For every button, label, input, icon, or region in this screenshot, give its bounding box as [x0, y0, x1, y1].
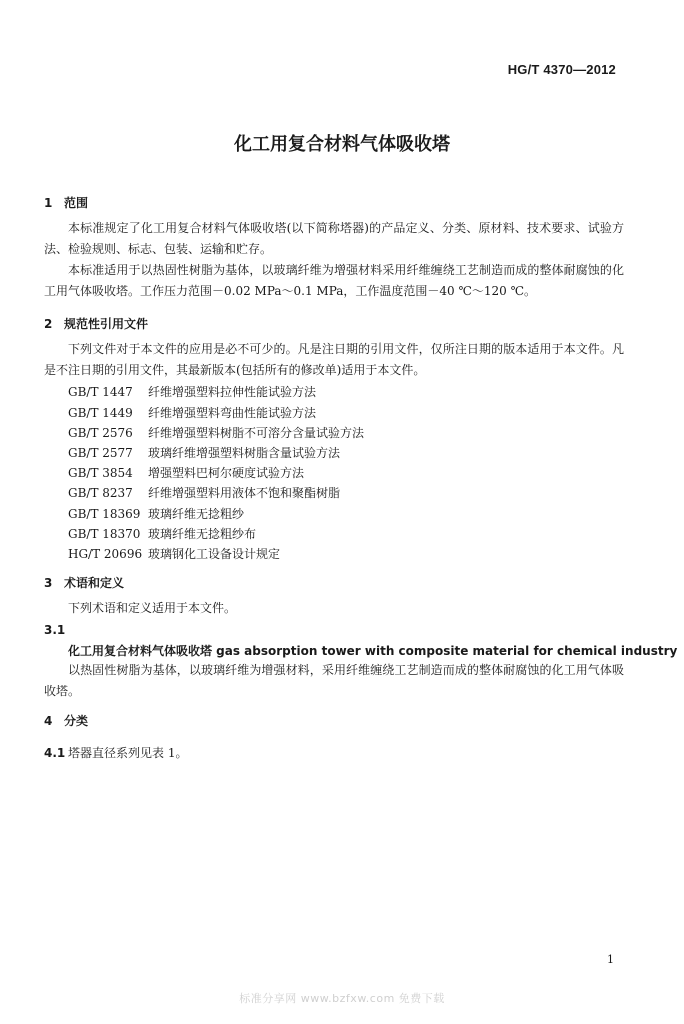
section-2-heading: [44, 315, 148, 332]
reference-title: 玻璃钢化工设备设计规定: [148, 547, 281, 561]
reference-code: GB/T 18370: [68, 527, 141, 541]
term-definition: 以热固性树脂为基体，以玻璃纤维为增强材料，采用纤维缠绕工艺制造而成的整体耐腐蚀的化工用气体吸收塔。: [44, 663, 624, 698]
section-title: 术语和定义: [64, 576, 125, 590]
section-number: 2: [44, 317, 53, 331]
reference-title: 玻璃纤维增强塑料树脂含量试验方法: [148, 446, 341, 460]
section-number: 1: [44, 196, 53, 210]
clause-number: 4.1: [44, 746, 66, 760]
section-number: 3: [44, 576, 53, 590]
reference-item: [68, 505, 244, 522]
page-number: 1: [607, 953, 614, 966]
reference-title: 增强塑料巴柯尔硬度试验方法: [148, 466, 305, 480]
reference-item: [68, 424, 364, 441]
term-name: 化工用复合材料气体吸收塔 gas absorption tower with composite material for chemical industry: [68, 644, 678, 658]
section-3-heading: [44, 574, 124, 591]
reference-title: 纤维增强塑料弯曲性能试验方法: [148, 406, 317, 420]
reference-item: [68, 484, 340, 501]
reference-item: [68, 444, 340, 461]
reference-code: GB/T 8237: [68, 486, 133, 500]
clause-text: 塔器直径系列见表 1。: [68, 746, 188, 760]
reference-code: GB/T 2576: [68, 426, 133, 440]
reference-title: 纤维增强塑料拉伸性能试验方法: [148, 385, 317, 399]
scope-paragraph-1: 本标准规定了化工用复合材料气体吸收塔(以下简称塔器)的产品定义、分类、原材料、技术要求、试验方法、检验规则、标志、包装、运输和贮存。: [44, 221, 624, 256]
section-title: 规范性引用文件: [64, 317, 149, 331]
reference-title: 纤维增强塑料树脂不可溶分含量试验方法: [148, 426, 365, 440]
reference-item: [68, 383, 316, 400]
section-title: 分类: [64, 714, 89, 728]
section-number: 4: [44, 714, 53, 728]
reference-title: 玻璃纤维无捻粗纱布: [148, 527, 257, 541]
section-title: 范围: [64, 196, 89, 210]
reference-code: GB/T 2577: [68, 446, 133, 460]
clause-4-1: [44, 744, 187, 761]
section-1-heading: [44, 194, 88, 211]
document-title: 化工用复合材料气体吸收塔: [234, 134, 450, 155]
section-4-heading: [44, 712, 88, 729]
reference-title: 纤维增强塑料用液体不饱和聚酯树脂: [148, 486, 341, 500]
term-number: 3.1: [44, 623, 66, 637]
references-intro: 下列文件对于本文件的应用是必不可少的。凡是注日期的引用文件，仅所注日期的版本适用于本文件。凡是不注日期的引用文件，其最新版本(包括所有的修改单)适用于本文件。: [44, 342, 624, 377]
reference-title: 玻璃纤维无捻粗纱: [148, 507, 245, 521]
terms-intro: 下列术语和定义适用于本文件。: [68, 601, 237, 615]
reference-item: [68, 525, 256, 542]
reference-code: GB/T 18369: [68, 507, 141, 521]
reference-item: [68, 545, 280, 562]
scope-paragraph-2: 本标准适用于以热固性树脂为基体，以玻璃纤维为增强材料采用纤维缠绕工艺制造而成的整体耐腐蚀的化工用气体吸收塔。工作压力范围－0.02 MPa～0.1 MPa，工作温度范围－40 ℃～120 ℃。: [44, 263, 624, 298]
reference-code: GB/T 1447: [68, 385, 133, 399]
reference-code: GB/T 3854: [68, 466, 133, 480]
reference-item: [68, 464, 304, 481]
reference-code: HG/T 20696: [68, 547, 143, 561]
standard-number: HG/T 4370—2012: [507, 62, 616, 77]
reference-item: [68, 404, 316, 421]
watermark-text: 标准分享网 www.bzfxw.com 免费下载: [239, 992, 445, 1005]
reference-code: GB/T 1449: [68, 406, 133, 420]
